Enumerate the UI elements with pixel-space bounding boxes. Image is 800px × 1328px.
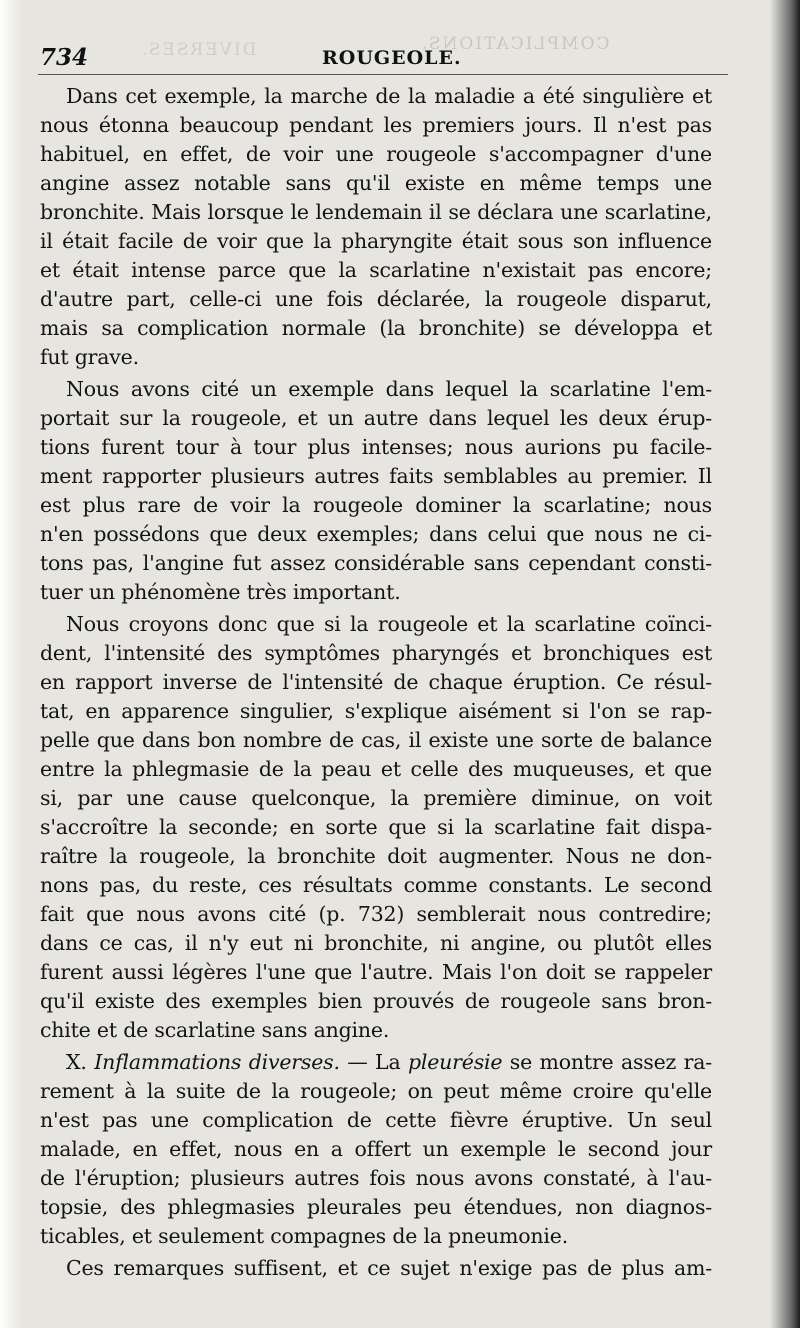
text-line: s'accroître la seconde; en sorte que si la scarlatine fait dispa- bbox=[40, 815, 712, 839]
text-line: angine assez notable sans qu'il existe en même temps une bbox=[40, 171, 712, 195]
text-line: habituel, en effet, de voir une rougeole s'accompagner d'une bbox=[40, 142, 712, 166]
text-line: tuer un phénomène très important. bbox=[40, 580, 401, 604]
text-line: de l'éruption; plusieurs autres fois nous avons constaté, à l'au- bbox=[40, 1166, 712, 1190]
bleed-through-text: DIVERSES. bbox=[140, 40, 257, 60]
text-line: tat, en apparence singulier, s'explique aisément si l'on se rap- bbox=[40, 699, 712, 723]
text-line: entre la phlegmasie de la peau et celle des muqueuses, et que bbox=[40, 757, 712, 781]
header-rule bbox=[38, 74, 728, 75]
text-line: Ces remarques suffisent, et ce sujet n'exige pas de plus am- bbox=[66, 1256, 712, 1280]
text-line: topsie, des phlegmasies pleurales peu étendues, non diagnos- bbox=[40, 1195, 712, 1219]
text-line: portait sur la rougeole, et un autre dans lequel les deux érup- bbox=[40, 406, 712, 430]
page-number: 734 bbox=[40, 44, 89, 71]
section-numeral: X. bbox=[66, 1050, 87, 1074]
text-line: Nous croyons donc que si la rougeole et la scarlatine coïnci- bbox=[66, 612, 712, 636]
text-line: rement à la suite de la rougeole; on peut même croire qu'elle bbox=[40, 1079, 712, 1103]
section-keyword: pleurésie bbox=[407, 1050, 503, 1074]
text-line: fait que nous avons cité (p. 732) semblerait nous contredire; bbox=[40, 902, 712, 926]
text-line: pelle que dans bon nombre de cas, il existe une sorte de balance bbox=[40, 728, 712, 752]
text-line: tions furent tour à tour plus intenses; nous aurions pu facile- bbox=[40, 435, 712, 459]
running-head: ROUGEOLE. bbox=[322, 47, 462, 69]
text-line: Dans cet exemple, la marche de la maladie a été singulière et bbox=[66, 84, 712, 108]
text-line: bronchite. Mais lorsque le lendemain il se déclara une scarlatine, bbox=[40, 200, 712, 224]
text-line: et était intense parce que la scarlatine n'existait pas encore; bbox=[40, 258, 712, 282]
text-line: Nous avons cité un exemple dans lequel la scarlatine l'em- bbox=[66, 377, 712, 401]
text-line: malade, en effet, nous en a offert un exemple le second jour bbox=[40, 1137, 712, 1161]
section-dash: — La bbox=[339, 1050, 408, 1074]
text-line: dans ce cas, il n'y eut ni bronchite, ni angine, ou plutôt elles bbox=[40, 931, 712, 955]
text-line: si, par une cause quelconque, la première diminue, on voit bbox=[40, 786, 712, 810]
text-line: nons pas, du reste, ces résultats comme constants. Le second bbox=[40, 873, 712, 897]
text-line: fut grave. bbox=[40, 345, 139, 369]
bleed-through-text: COMPLICATIONS. bbox=[420, 34, 610, 54]
text-line: n'est pas une complication de cette fièvre éruptive. Un seul bbox=[40, 1108, 712, 1132]
text-line: en rapport inverse de l'intensité de chaque éruption. Ce résul- bbox=[40, 670, 712, 694]
text-line: chite et de scarlatine sans angine. bbox=[40, 1018, 390, 1042]
text-line: ticables, et seulement compagnes de la pneumonie. bbox=[40, 1224, 569, 1248]
text-line: tons pas, l'angine fut assez considérable sans cependant consti- bbox=[40, 551, 712, 575]
text-line: qu'il existe des exemples bien prouvés de rougeole sans bron- bbox=[40, 989, 712, 1013]
section-line-rest: se montre assez ra- bbox=[502, 1050, 712, 1074]
section-title: Inflammations diverses. bbox=[94, 1050, 340, 1074]
text-line: ment rapporter plusieurs autres faits semblables au premier. Il bbox=[40, 464, 712, 488]
section-heading-line bbox=[66, 1050, 712, 1074]
text-line: d'autre part, celle-ci une fois déclarée, la rougeole disparut, bbox=[40, 287, 712, 311]
text-line: dent, l'intensité des symptômes pharyngés et bronchiques est bbox=[40, 641, 712, 665]
text-line: mais sa complication normale (la bronchite) se développa et bbox=[40, 316, 712, 340]
text-line: raître la rougeole, la bronchite doit augmenter. Nous ne don- bbox=[40, 844, 712, 868]
text-line: n'en possédons que deux exemples; dans celui que nous ne ci- bbox=[40, 522, 712, 546]
text-line: furent aussi légères l'une que l'autre. Mais l'on doit se rappeler bbox=[40, 960, 712, 984]
text-line: est plus rare de voir la rougeole dominer la scarlatine; nous bbox=[40, 493, 712, 517]
text-line: il était facile de voir que la pharyngite était sous son influence bbox=[40, 229, 712, 253]
text-line: nous étonna beaucoup pendant les premiers jours. Il n'est pas bbox=[40, 113, 712, 137]
